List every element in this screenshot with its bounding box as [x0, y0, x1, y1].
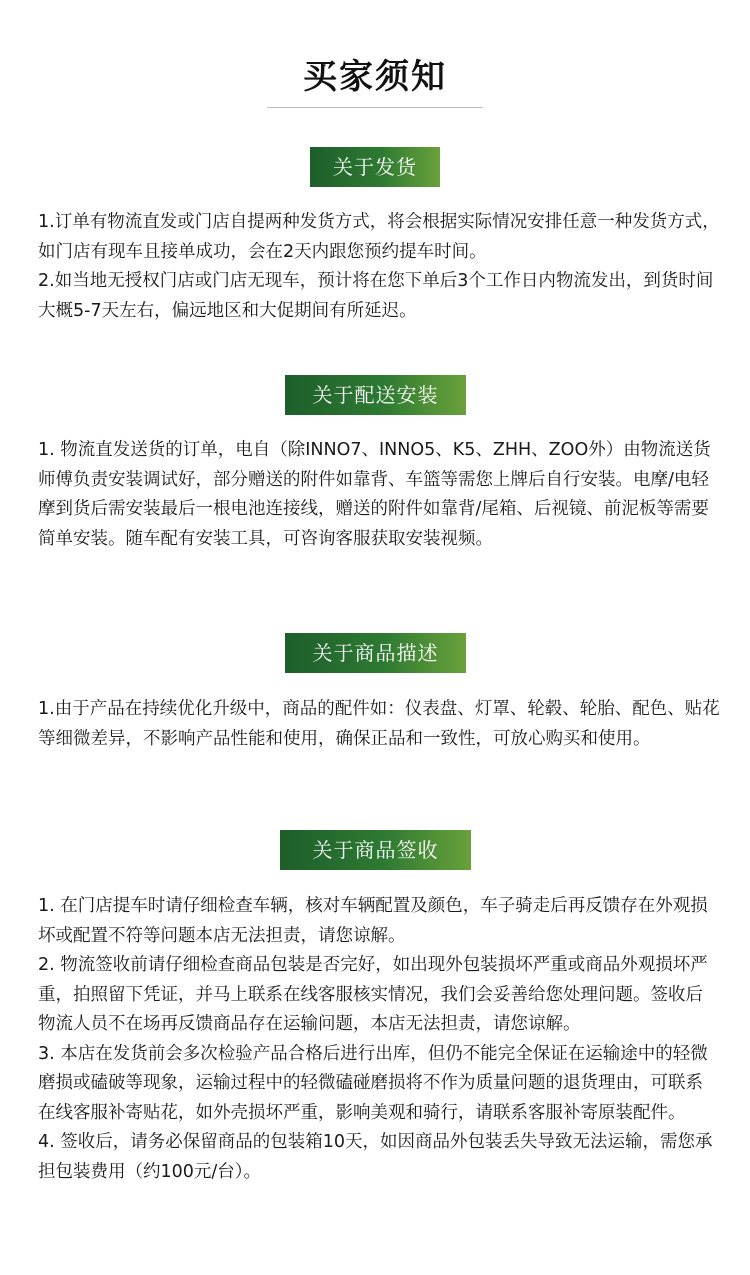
section-header-shipping: 关于发货 — [310, 147, 440, 187]
paragraph: 1. 在门店提车时请仔细检查车辆，核对车辆配置及颜色，车子骑走后再反馈存在外观损坏或配置不符等问题本店无法担责，请您谅解。 — [38, 896, 708, 946]
paragraph: 1.由于产品在持续优化升级中，商品的配件如：仪表盘、灯罩、轮毂、轮胎、配色、贴花等细微差异，不影响产品性能和使用，确保正品和一致性，可放心购买和使用。 — [38, 699, 720, 749]
title-divider — [267, 107, 483, 108]
paragraph: 2.如当地无授权门店或门店无现车，预计将在您下单后3个工作日内物流发出，到货时间大概5-7天左右，偏远地区和大促期间有所延迟。 — [38, 271, 714, 321]
paragraph: 1. 物流直发送货的订单，电自（除INNO7、INNO5、K5、ZHH、ZOO外）由物流送货师傅负责安装调试好，部分赠送的附件如靠背、车篮等需您上牌后自行安装。电摩/电轻摩到货后需安装最后一根电池连接线，赠送的附件如靠背/尾箱、后视镜、前泥板等需要简单安装。随车配有安装工具，可咨询客服获取安装视频。 — [38, 440, 711, 549]
paragraph: 4. 签收后，请务必保留商品的包装箱10天，如因商品外包装丢失导致无法运输，需您承担包装费用（约100元/台）。 — [38, 1132, 713, 1182]
section-body-product-description — [38, 695, 720, 754]
paragraph: 2. 物流签收前请仔细检查商品包装是否完好，如出现外包装损坏严重或商品外观损坏严重，拍照留下凭证，并马上联系在线客服核实情况，我们会妥善给您处理问题。签收后物流人员不在场再反馈商品存在运输问题，本店无法担责，请您谅解。 — [38, 955, 708, 1034]
section-header-product-receipt: 关于商品签收 — [280, 830, 471, 870]
page-title: 买家须知 — [303, 57, 447, 97]
paragraph: 1.订单有物流直发或门店自提两种发货方式，将会根据实际情况安排任意一种发货方式，如门店有现车且接单成功，会在2天内跟您预约提车时间。 — [38, 212, 720, 262]
section-body-delivery-installation — [38, 436, 720, 554]
paragraph: 3. 本店在发货前会多次检验产品合格后进行出库，但仍不能完全保证在运输途中的轻微磨损或磕破等现象，运输过程中的轻微磕碰磨损将不作为质量问题的退货理由，可联系在线客服补寄贴花，如外壳损坏严重，影响美观和骑行，请联系客服补寄原装配件。 — [38, 1043, 708, 1123]
section-body-shipping — [38, 208, 720, 326]
section-body-product-receipt — [38, 892, 720, 1187]
section-header-delivery-installation: 关于配送安装 — [285, 375, 466, 415]
section-header-product-description: 关于商品描述 — [285, 633, 466, 673]
